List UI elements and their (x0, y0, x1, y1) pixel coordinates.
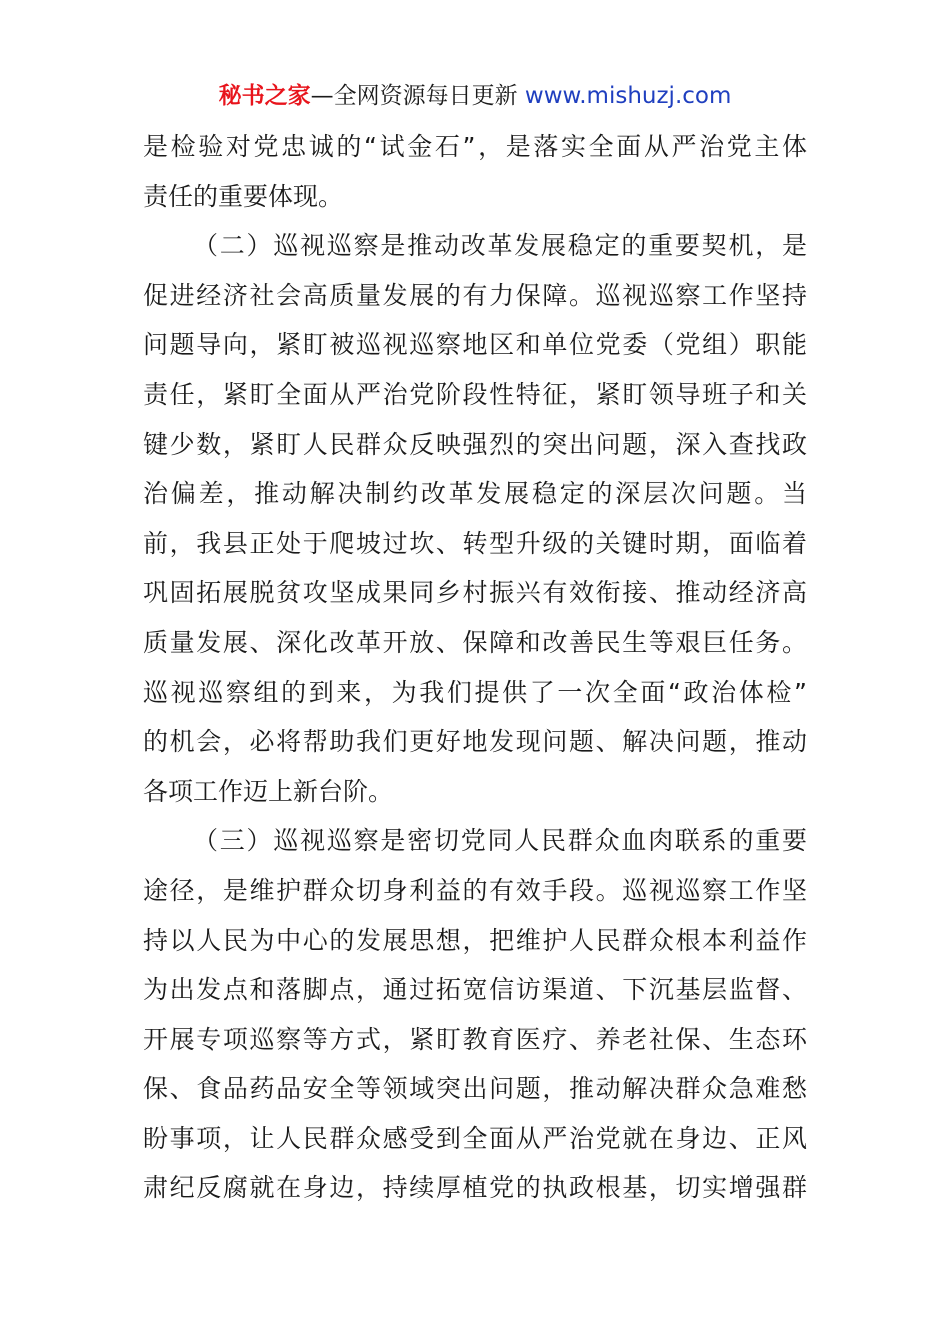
text-line: 途径，是维护群众切身利益的有效手段。巡视巡察工作坚 (143, 875, 807, 905)
header-tagline: —全网资源每日更新 (310, 83, 525, 109)
text-line: 问题导向，紧盯被巡视巡察地区和单位党委（党组）职能 (143, 330, 807, 360)
text-line: 是检验对党忠诚的“试金石”，是落实全面从严治党主体 (143, 132, 807, 161)
text-line: 键少数，紧盯人民群众反映强烈的突出问题，深入查找政 (143, 429, 807, 459)
site-header (0, 80, 950, 112)
text-line: 促进经济社会高质量发展的有力保障。巡视巡察工作坚持 (143, 280, 807, 310)
text-line: 治偏差，推动解决制约改革发展稳定的深层次问题。当 (143, 479, 807, 509)
site-url-link[interactable]: www.mishuzj.com (524, 83, 732, 109)
text-line: （三）巡视巡察是密切党同人民群众血肉联系的重要 (193, 826, 807, 856)
text-line: 责任，紧盯全面从严治党阶段性特征，紧盯领导班子和关 (143, 379, 807, 409)
text-line: 保、食品药品安全等领域突出问题，推动解决群众急难愁 (143, 1074, 807, 1104)
brand-name: 秘书之家 (218, 83, 311, 109)
text-line: 前，我县正处于爬坡过坎、转型升级的关键时期，面临着 (143, 528, 807, 558)
text-line: 盼事项，让人民群众感受到全面从严治党就在身边、正风 (143, 1123, 807, 1153)
text-line: 的机会，必将帮助我们更好地发现问题、解决问题，推动 (143, 727, 807, 757)
text-line: 巡视巡察组的到来，为我们提供了一次全面“政治体检” (143, 677, 807, 707)
paragraph (143, 221, 807, 816)
text-line: 各项工作迈上新台阶。 (143, 776, 394, 806)
text-line: 质量发展、深化改革开放、保障和改善民生等艰巨任务。 (143, 627, 807, 657)
text-line: （二）巡视巡察是推动改革发展稳定的重要契机，是 (193, 231, 807, 261)
paragraph (143, 122, 807, 221)
text-line: 巩固拓展脱贫攻坚成果同乡村振兴有效衔接、推动经济高 (143, 578, 807, 608)
text-line: 肃纪反腐就在身边，持续厚植党的执政根基，切实增强群 (143, 1173, 807, 1203)
text-line: 持以人民为中心的发展思想，把维护人民群众根本利益作 (143, 925, 807, 955)
paragraph (143, 816, 807, 1213)
text-line: 开展专项巡察等方式，紧盯教育医疗、养老社保、生态环 (143, 1024, 807, 1054)
text-line: 为出发点和落脚点，通过拓宽信访渠道、下沉基层监督、 (143, 975, 807, 1005)
text-line: 责任的重要体现。 (143, 181, 344, 211)
document-body (143, 122, 807, 1213)
